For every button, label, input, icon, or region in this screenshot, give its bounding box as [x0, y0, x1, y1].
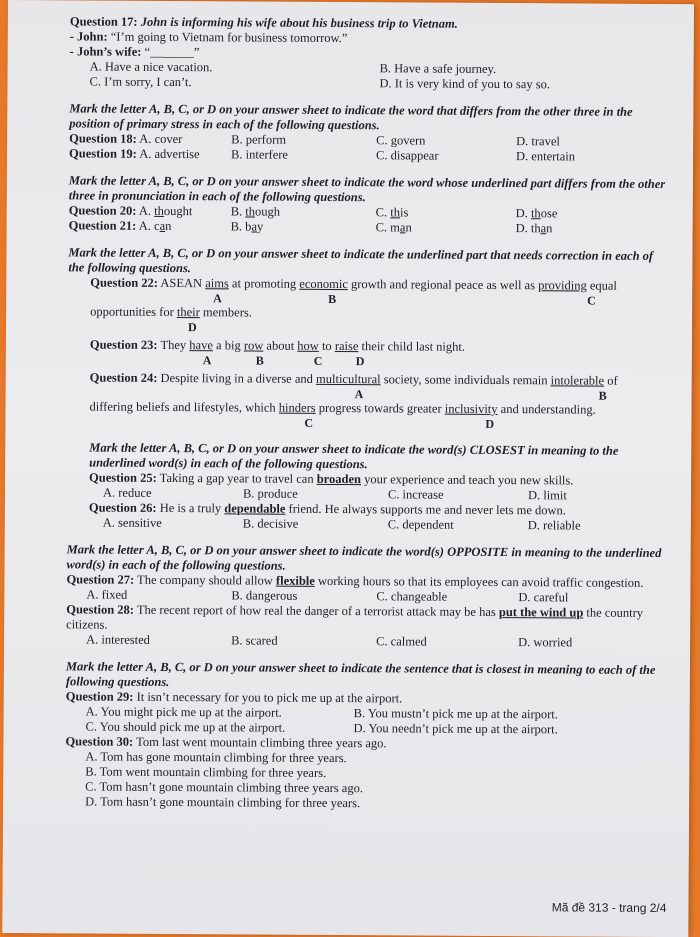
question-label: Question 24:	[89, 370, 158, 385]
option-c: C. changeable	[376, 589, 448, 604]
letter-d: D	[187, 320, 197, 335]
option-a: A. You might pick me up at the airport.	[85, 704, 282, 720]
question-30	[65, 734, 665, 813]
option-c: C. dependent	[387, 517, 454, 532]
question-25	[67, 470, 667, 504]
question-stem: John is informing his wife about his business trip to Vietnam.	[140, 14, 458, 31]
exam-paper	[2, 0, 694, 937]
sentence-text: They	[160, 337, 190, 353]
question-stem: Tom last went mountain climbing three years ago.	[136, 734, 387, 751]
option-d: D. travel	[516, 134, 560, 149]
sentence-text: Taking a gap year to travel can	[159, 470, 317, 486]
letter-b: B	[328, 291, 337, 307]
sentence-text: friend. He always supports me and never lets me down.	[285, 501, 566, 518]
question-stem: It isn’t necessary for you to pick me up at the airport.	[136, 689, 403, 706]
sentence-text: a big	[212, 338, 244, 353]
instruction-keyword: OPPOSITE	[447, 544, 509, 560]
underlined-word: broaden	[316, 471, 362, 487]
letter-b: B	[255, 353, 264, 368]
option-b: B. decisive	[242, 516, 299, 531]
option-d: D. reliable	[527, 518, 581, 533]
option-c-underlined: th	[390, 205, 401, 220]
section-instruction-meaning: Mark the letter A, B, C, or D on your answer sheet to indicate the sentence that is closest in meaning to each of the following questions.	[65, 659, 656, 689]
option-d-underlined: a	[540, 221, 547, 236]
sentence-text: to	[318, 338, 335, 354]
option-d: D. entertain	[516, 149, 576, 164]
letter-d: D	[485, 416, 495, 431]
sentence-text: The recent report of how real the danger of a terrorist attack may be has	[136, 602, 499, 620]
option-a: A. sensitive	[102, 515, 162, 530]
underlined-part-d: their	[176, 305, 200, 320]
option-c: C. calmed	[376, 634, 427, 649]
question-label: Question 19:	[69, 146, 137, 161]
question-17	[69, 14, 669, 93]
instruction-keyword: CLOSEST	[469, 442, 525, 458]
option-b-underlined: a	[251, 219, 258, 234]
instruction-text: in meaning to the underlined word(s) in each of the following questions.	[89, 443, 619, 472]
option-d-underlined: th	[530, 206, 541, 221]
speaker-label: - John:	[69, 29, 108, 44]
sentence-text: The company should allow	[137, 572, 277, 588]
option-a-suffix: ought	[163, 203, 193, 219]
option-d: D. careful	[518, 590, 569, 605]
option-b-prefix: B. b	[230, 219, 252, 234]
option-c-prefix: C.	[375, 205, 391, 220]
sentence-text: growth and regional peace as well as	[347, 277, 539, 293]
option-d: D. worried	[518, 635, 573, 650]
underlined-part-b: row	[243, 338, 264, 353]
sentence-text: Despite living in a diverse and	[160, 370, 317, 386]
option-a: A. interested	[86, 632, 151, 647]
question-label: Question 29:	[65, 689, 134, 704]
underlined-part-b: economic	[299, 276, 348, 292]
option-c-suffix: n	[405, 220, 412, 235]
underlined-part-b: intolerable	[550, 373, 605, 388]
instruction-text: Mark the letter A, B, C, or D on your answer sheet to indicate the word(s)	[66, 542, 448, 559]
question-23	[68, 337, 668, 370]
underlined-word: dependable	[224, 501, 286, 516]
exam-content	[65, 14, 670, 813]
option-b-underlined: th	[245, 204, 256, 219]
question-label: Question 20:	[68, 203, 137, 218]
option-a: A. fixed	[86, 587, 128, 602]
option-b: B. interfere	[231, 147, 289, 162]
question-19	[69, 146, 669, 165]
letter-c: C	[587, 293, 596, 308]
sentence-text: progress towards greater	[315, 400, 445, 416]
sentence-text: members.	[199, 305, 252, 320]
letter-c: C	[313, 353, 323, 368]
underlined-part-c: hinders	[278, 400, 316, 415]
option-c-prefix: C. m	[375, 220, 400, 235]
option-d: D. You needn’t pick me up at the airport.	[353, 721, 558, 737]
sentence-text: working hours so that its employees can avoid traffic congestion.	[314, 573, 644, 590]
option-c: C. govern	[376, 133, 426, 148]
dialogue-blank: “_______”	[144, 44, 200, 60]
sentence-text: your experience and teach you new skills.	[360, 472, 574, 488]
option-b: B. You mustn’t pick me up at the airport.	[353, 706, 558, 722]
section-instruction-opposite	[67, 542, 667, 576]
question-label: Question 28:	[66, 602, 135, 617]
option-c: C. I’m sorry, I can’t.	[89, 74, 192, 90]
option-b: B. scared	[231, 633, 278, 648]
question-label: Question 22:	[90, 275, 159, 290]
sentence-text: the country citizens.	[66, 605, 644, 632]
underlined-part-c: providing	[538, 278, 587, 293]
option-c: C. Tom hasn’t gone mountain climbing three years ago.	[85, 779, 364, 796]
underlined-part-a: aims	[205, 276, 229, 291]
letter-a: A	[354, 387, 364, 402]
letter-a: A	[202, 353, 212, 368]
option-c: C. increase	[387, 487, 444, 502]
option-a: A. Have a nice vacation.	[89, 59, 213, 75]
underlined-part-a: multicultural	[316, 371, 381, 387]
sentence-text: equal	[586, 278, 617, 293]
letter-a: A	[213, 291, 222, 306]
sentence-text: at promoting	[228, 276, 300, 291]
option-c-suffix: is	[399, 205, 409, 220]
question-27	[66, 572, 666, 606]
underlined-part-c: how	[297, 338, 319, 353]
question-28	[66, 602, 666, 651]
sentence-text: differing beliefs and lifestyles, which	[89, 399, 279, 415]
underlined-part-d: inclusivity	[444, 401, 498, 416]
option-a: A. reduce	[102, 485, 152, 500]
question-29	[66, 689, 666, 738]
answer-letters-row	[90, 353, 668, 371]
option-d-suffix: ose	[540, 206, 558, 221]
underlined-phrase: put the wind up	[498, 605, 584, 620]
question-24	[67, 370, 667, 432]
question-label: Question 23:	[89, 337, 158, 352]
sentence-text: of	[604, 373, 618, 388]
underlined-part-a: have	[189, 338, 213, 353]
speaker-label: - John’s wife:	[69, 44, 142, 59]
instruction-text: in meaning to the underlined word(s) in each of the following questions.	[66, 545, 662, 573]
option-b: B. produce	[242, 486, 298, 501]
page-footer: Mã đề 313 - trang 2/4	[551, 900, 667, 916]
dialogue-line: “I’m going to Vietnam for business tomorrow.”	[110, 29, 348, 46]
option-d: D. limit	[527, 488, 567, 503]
option-d-prefix: D. th	[515, 221, 541, 236]
answer-letters-row	[89, 415, 667, 433]
option-a: A. cover	[139, 131, 183, 147]
question-label: Question 17:	[69, 14, 138, 29]
option-b-suffix: y	[256, 219, 264, 234]
option-b: B. perform	[231, 132, 287, 147]
question-label: Question 21:	[68, 218, 137, 233]
question-22	[68, 275, 668, 337]
section-instruction-stress: Mark the letter A, B, C, or D on your answer sheet to indicate the word that differs from the other three in the position of primary stress in each of the following questions.	[69, 101, 633, 133]
underlined-part-d: raise	[334, 339, 359, 354]
section-instruction-pronunciation: Mark the letter A, B, C, or D on your answer sheet to indicate the word whose underlined part differs from the other three in pronunciation in each of the following questions.	[68, 173, 666, 205]
option-b: B. Have a safe journey.	[379, 61, 497, 76]
option-a-underlined: th	[154, 203, 164, 218]
option-d: D. Tom hasn’t gone mountain climbing for three years.	[85, 794, 361, 811]
instruction-text: Mark the letter A, B, C, or D on your answer sheet to indicate the word(s)	[89, 440, 470, 457]
question-21	[69, 218, 669, 237]
option-a: A. Tom has gone mountain climbing for three years.	[85, 749, 347, 766]
question-label: Question 25:	[89, 470, 157, 485]
option-d-prefix: D.	[515, 206, 532, 221]
section-instruction-closest	[67, 440, 667, 474]
answer-letters-row	[90, 320, 668, 338]
question-26	[67, 500, 667, 534]
letter-c: C	[304, 415, 314, 430]
option-a-prefix: A. c	[138, 218, 160, 233]
question-label: Question 30:	[65, 734, 134, 749]
sentence-text: and understanding.	[497, 401, 596, 417]
option-c: C. You should pick me up at the airport.	[85, 719, 286, 735]
question-label: Question 18:	[69, 131, 137, 146]
section-instruction-correction: Mark the letter A, B, C, or D on your answer sheet to indicate the underlined part that needs correction in each of the following questions.	[68, 245, 654, 276]
sentence-text: society, some individuals remain	[380, 372, 551, 388]
option-d: D. It is very kind of you to say so.	[379, 76, 551, 92]
sentence-text: ASEAN	[160, 275, 206, 291]
option-a-suffix: n	[165, 218, 172, 234]
option-b-suffix: ough	[254, 204, 281, 219]
option-b: B. dangerous	[231, 588, 298, 603]
sentence-text: about	[263, 338, 298, 353]
sentence-text: opportunities for	[90, 304, 177, 320]
underlined-word: flexible	[275, 573, 315, 588]
option-b-prefix: B.	[230, 204, 246, 219]
sentence-text: He is a truly	[159, 500, 225, 516]
letter-b: B	[598, 388, 607, 403]
option-c: C. disappear	[376, 148, 439, 163]
option-a-underlined: a	[159, 218, 166, 233]
option-a-prefix: A.	[138, 203, 155, 218]
letter-d: D	[355, 354, 365, 369]
question-label: Question 26:	[88, 500, 157, 515]
question-label: Question 27:	[66, 572, 135, 587]
option-b: B. Tom went mountain climbing for three years.	[85, 764, 327, 780]
option-a: A. advertise	[139, 146, 200, 162]
option-c-underlined: a	[399, 220, 406, 235]
option-d-suffix: n	[546, 221, 553, 236]
sentence-text: their child last night.	[358, 339, 466, 354]
